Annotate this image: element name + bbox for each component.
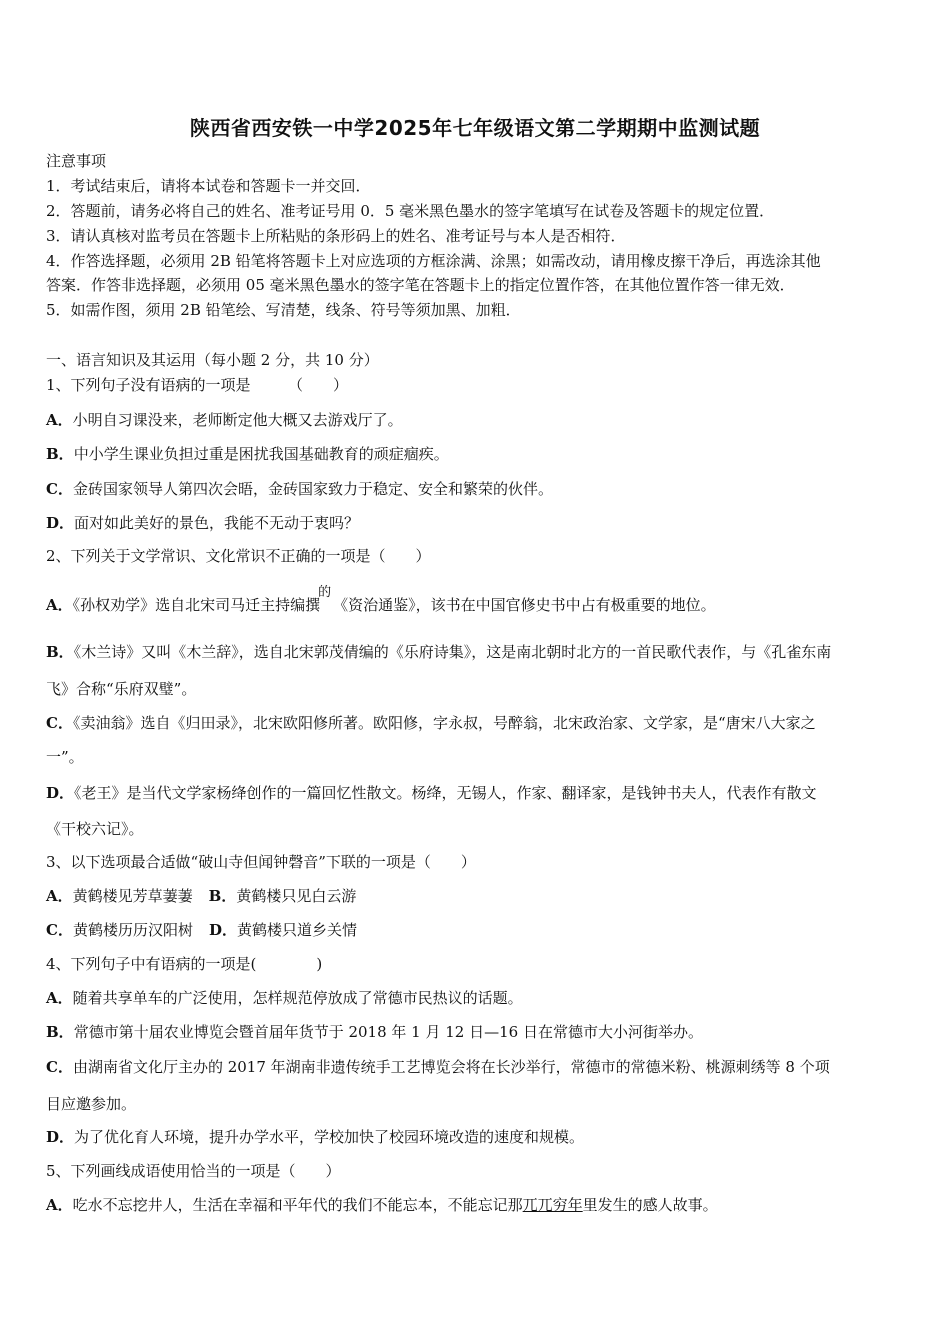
question-1-stem: 1、下列句子没有语病的一项是 （ ） (46, 376, 349, 394)
option-letter: D． (46, 514, 75, 532)
q3-options-cd (46, 921, 357, 939)
option-text: 黄鹤楼历历汉阳树 (72, 921, 193, 939)
option-text: 《孙权劝学》选自北宋司马迁主持编撰 (72, 596, 321, 614)
option-letter: B． (46, 1023, 74, 1041)
stem-part: 2、下列关于文学常识、文化常识 (46, 547, 266, 565)
option-text: 吃水不忘挖井人，生活在幸福和平年代的我们不能忘本，不能忘记那 (72, 1196, 523, 1214)
option-text: 为了优化育人环境，提升办学水平，学校加快了校园环境改造的速度和规模。 (74, 1128, 585, 1146)
q2-option-d (46, 784, 817, 802)
option-text: 面对如此美好的景色，我能不无动于衷吗？ (74, 514, 360, 532)
option-text: 的 (318, 585, 332, 600)
option-text: 黄鹤楼只见白云游 (236, 887, 357, 905)
notice-item: 答案．作答非选择题，必须用 05 毫米黑色墨水的签字笔在答题卡上的指定位置作答，在其他位置作答一律无效． (46, 276, 795, 294)
option-text: 小明自习课没来，老师断定他大概又去游戏厅了。 (72, 411, 403, 429)
option-letter: C． (46, 714, 73, 732)
option-text: 黄鹤楼只道乡关情 (236, 921, 357, 939)
option-letter: C． (46, 480, 73, 498)
option-letter: A． (46, 1196, 73, 1214)
q4-option-c (46, 1058, 830, 1076)
underlined-idiom: 兀兀穷年 (522, 1196, 583, 1214)
option-text: 《卖油翁》选自《归田录》，北宋欧阳修所著。欧阳修，字永叔，号醉翁，北宋政治家、文学家，是“唐宋八大家之 (72, 714, 816, 732)
question-4-stem: 4、下列句子中有语病的一项是( ) (46, 955, 323, 973)
q1-option-b (46, 445, 449, 463)
option-text: 《资治通鉴》，该书在中国官修史书中占有极重要的地位。 (333, 596, 716, 614)
q1-option-c (46, 480, 553, 498)
option-letter: D． (208, 921, 237, 939)
stem-part: 不正确的一项是（ ） (265, 547, 431, 565)
q1-option-d (46, 514, 359, 532)
option-text: 常德市第十届农业博览会暨首届年货节于 2018 年 1 月 12 日—16 日在常德市大小河街举办。 (73, 1023, 703, 1041)
option-letter: B． (46, 643, 74, 661)
page-title: 陕西省西安铁一中学2025年七年级语文第二学期期中监测试题 (189, 116, 761, 140)
option-letter: D． (46, 1128, 75, 1146)
notice-item: 5．如需作图，须用 2B 铅笔绘、写清楚，线条、符号等须加黑、加粗． (46, 301, 521, 319)
notice-item: 3．请认真核对监考员在答题卡上所粘贴的条形码上的姓名、准考证号与本人是否相符． (46, 227, 626, 245)
q4-option-b (46, 1023, 703, 1041)
option-letter: D． (46, 784, 75, 802)
option-text: 金砖国家领导人第四次会晤，金砖国家致力于稳定、安全和繁荣的伙伴。 (72, 480, 553, 498)
q2-option-b-cont: 飞》合称“乐府双璧”。 (46, 680, 197, 698)
option-text: 随着共享单车的广泛使用，怎样规范停放成了常德市民热议的话题。 (72, 989, 523, 1007)
question-3-stem: 3、以下选项最合适做“破山寺但闻钟磬音”下联的一项是（ ） (46, 853, 476, 871)
notice-heading: 注意事项 (46, 152, 107, 170)
option-letter: A． (46, 596, 73, 614)
option-text: 《老王》是当代文学家杨绛创作的一篇回忆性散文。杨绛，无锡人，作家、翻译家，是钱钟书夫人，代表作有散文 (74, 784, 817, 802)
q2-option-c (46, 714, 816, 732)
option-letter: B． (46, 445, 74, 463)
option-text: 里发生的感人故事。 (582, 1196, 718, 1214)
notice-item: 2．答题前，请务必将自己的姓名、准考证号用 0．5 毫米黑色墨水的签字笔填写在试卷及答题卡的规定位置． (46, 202, 775, 220)
q4-option-d (46, 1128, 584, 1146)
q2-option-a (46, 585, 716, 616)
q1-option-a (46, 411, 403, 429)
question-5-stem: 5、下列画线成语使用恰当的一项是（ ） (46, 1162, 341, 1180)
q3-options-ab (46, 887, 356, 905)
notice-item: 4．作答选择题，必须用 2B 铅笔将答题卡上对应选项的方框涂满、涂黑；如需改动，请用橡皮擦干净后，再选涂其他 (46, 252, 821, 270)
q2-option-c-cont: 一”。 (46, 748, 84, 766)
option-letter: A． (46, 989, 73, 1007)
question-2-stem (46, 547, 431, 565)
option-text: 由湖南省文化厅主办的 2017 年湖南非遗传统手工艺博览会将在长沙举行，常德市的常德米粉、桃源刺绣等 8 个项 (72, 1058, 830, 1076)
option-letter: B． (208, 887, 237, 905)
option-letter: A． (46, 887, 73, 905)
option-text: 中小学生课业负担过重是困扰我国基础教育的顽症痼疾。 (73, 445, 449, 463)
option-text: 黄鹤楼见芳草萋萋 (72, 887, 193, 905)
option-letter: C． (46, 921, 73, 939)
q4-option-a (46, 989, 523, 1007)
notice-item: 1．考试结束后，请将本试卷和答题卡一并交回． (46, 177, 371, 195)
option-letter: A． (46, 411, 73, 429)
option-text: 《木兰诗》又叫《木兰辞》，选自北宋郭茂倩编的《乐府诗集》，这是南北朝时北方的一首民歌代表作，与《孔雀东南 (73, 643, 832, 661)
q2-option-b (46, 643, 831, 661)
q2-option-d-cont: 《干校六记》。 (46, 820, 144, 838)
q4-option-c-cont: 目应邀参加。 (46, 1095, 137, 1113)
q5-option-a (46, 1196, 718, 1214)
section-heading: 一、语言知识及其运用（每小题 2 分，共 10 分） (46, 351, 379, 369)
option-letter: C． (46, 1058, 73, 1076)
